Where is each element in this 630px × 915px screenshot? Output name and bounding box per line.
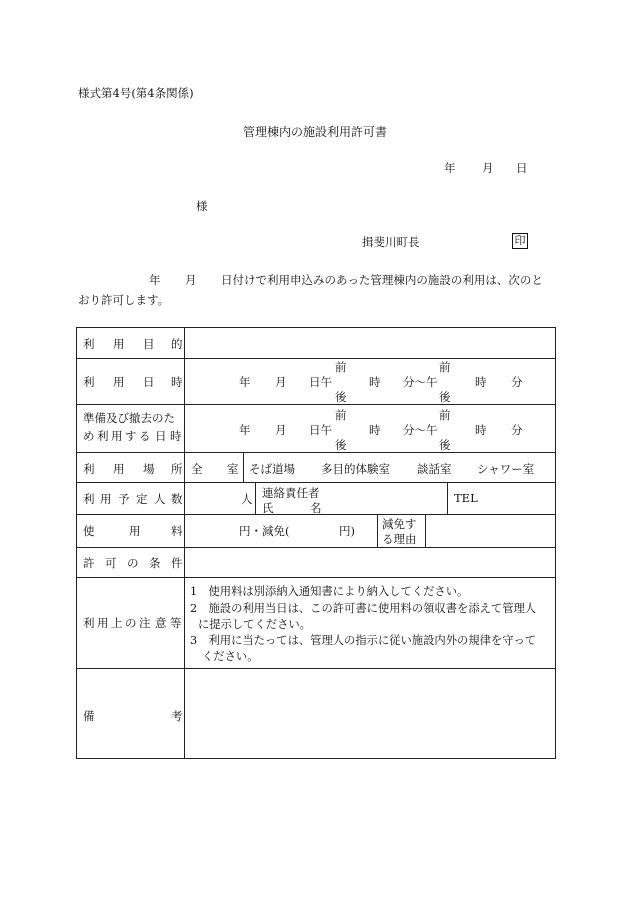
time-year: 年 bbox=[239, 375, 251, 389]
label-char: め bbox=[83, 429, 95, 443]
label-char: 定 bbox=[136, 492, 148, 506]
label-char: 目 bbox=[143, 337, 155, 351]
note-3-cont: ください。 bbox=[202, 650, 259, 663]
cell-divider bbox=[377, 514, 378, 547]
label-char: 用 bbox=[129, 524, 141, 538]
label-char: 予 bbox=[118, 492, 130, 506]
label-char: 用 bbox=[113, 462, 125, 476]
contact-person-label: 連絡責任者 bbox=[262, 486, 320, 500]
place-lounge: 談話室 bbox=[417, 462, 452, 476]
note-2: 2 施設の利用当日は、この許可書に使用料の領収書を添えて管理人 bbox=[190, 602, 537, 615]
cell-divider bbox=[243, 452, 244, 482]
label-char: 利 bbox=[83, 375, 95, 389]
time-month: 月 bbox=[275, 375, 287, 389]
place-all-room: 室 bbox=[227, 462, 239, 476]
document-title: 管理棟内の施設利用許可書 bbox=[242, 125, 387, 139]
permit-table bbox=[76, 327, 556, 759]
label-char: 考 bbox=[171, 709, 183, 723]
people-unit: 人 bbox=[241, 492, 253, 506]
time-minute-to: 分〜午 bbox=[403, 375, 438, 389]
issuer-name: 揖斐川町長 bbox=[362, 235, 420, 249]
time-hour-2: 時 bbox=[475, 423, 487, 437]
label-char: 等 bbox=[170, 616, 182, 630]
label-char: 利 bbox=[83, 616, 95, 630]
intro-month: 月 bbox=[185, 273, 197, 287]
tel-label: TEL bbox=[454, 491, 478, 505]
note-2-cont: に提示してください。 bbox=[198, 618, 311, 631]
label-char: 数 bbox=[171, 492, 183, 506]
label-char: 許 bbox=[83, 556, 95, 570]
fee-yen-close: 円) bbox=[339, 524, 355, 538]
date-month: 月 bbox=[482, 161, 494, 175]
label-char: 条 bbox=[149, 556, 161, 570]
label-char: 用 bbox=[100, 492, 112, 506]
exemption-reason-line1: 減免す bbox=[382, 517, 417, 531]
row-divider bbox=[77, 404, 555, 405]
date-year: 年 bbox=[444, 161, 456, 175]
label-char: 注 bbox=[139, 616, 151, 630]
label-char: る bbox=[139, 429, 151, 443]
am-marker: 前 bbox=[439, 408, 451, 422]
time-hour: 時 bbox=[369, 375, 381, 389]
label-char: 使 bbox=[83, 524, 95, 538]
fee-yen-exemption: 円・減免( bbox=[239, 524, 290, 538]
place-multipurpose: 多目的体験室 bbox=[321, 462, 390, 476]
label-char: 利 bbox=[83, 337, 95, 351]
cell-divider bbox=[447, 482, 448, 514]
place-shower: シャワー室 bbox=[477, 462, 535, 476]
label-char: の bbox=[125, 616, 137, 630]
time-year: 年 bbox=[239, 423, 251, 437]
label-char: 用 bbox=[113, 337, 125, 351]
label-char: 時 bbox=[171, 375, 183, 389]
label-char: 時 bbox=[170, 429, 182, 443]
label-char: 上 bbox=[111, 616, 123, 630]
time-minute-2: 分 bbox=[511, 423, 523, 437]
am-marker: 前 bbox=[335, 408, 347, 422]
label-text: 準備及び撤去のた bbox=[83, 411, 175, 425]
time-hour: 時 bbox=[369, 423, 381, 437]
time-day-noon: 日午 bbox=[309, 423, 332, 437]
row-divider bbox=[77, 358, 555, 359]
am-marker: 前 bbox=[439, 360, 451, 374]
cell-divider bbox=[425, 514, 426, 547]
pm-marker: 後 bbox=[439, 438, 451, 452]
label-char: 料 bbox=[171, 524, 183, 538]
label-char: 日 bbox=[143, 375, 155, 389]
note-3: 3 利用に当たっては、管理人の指示に従い施設内外の規律を守って bbox=[190, 634, 537, 647]
label-char: す bbox=[125, 429, 137, 443]
intro-text-1: 日付けで利用申込みのあった管理棟内の施設の利用は、次のと bbox=[221, 273, 543, 287]
exemption-reason-line2: る理由 bbox=[382, 532, 417, 546]
form-id: 様式第4号(第4条関係) bbox=[78, 86, 194, 100]
time-day-noon: 日午 bbox=[309, 375, 332, 389]
label-char: 所 bbox=[171, 462, 183, 476]
row-divider bbox=[77, 482, 555, 483]
contact-name: 名 bbox=[310, 501, 322, 515]
pm-marker: 後 bbox=[335, 438, 347, 452]
time-minute-to: 分〜午 bbox=[403, 423, 438, 437]
column-divider bbox=[184, 328, 185, 758]
label-char: 日 bbox=[155, 429, 167, 443]
time-month: 月 bbox=[275, 423, 287, 437]
seal-mark: 印 bbox=[512, 233, 528, 249]
pm-marker: 後 bbox=[439, 390, 451, 404]
label-char: 的 bbox=[171, 337, 183, 351]
addressee-suffix: 様 bbox=[196, 199, 208, 213]
pm-marker: 後 bbox=[335, 390, 347, 404]
label-char: 可 bbox=[105, 556, 117, 570]
label-char: 備 bbox=[83, 709, 95, 723]
place-soba-dojo: そば道場 bbox=[249, 462, 295, 476]
am-marker: 前 bbox=[335, 360, 347, 374]
time-minute-2: 分 bbox=[511, 375, 523, 389]
label-char: 場 bbox=[143, 462, 155, 476]
row-divider bbox=[77, 452, 555, 453]
intro-year: 年 bbox=[149, 273, 161, 287]
note-1: 1 使用料は別添納入通知書により納入してください。 bbox=[190, 585, 469, 598]
label-char: 意 bbox=[155, 616, 167, 630]
label-char: 利 bbox=[83, 492, 95, 506]
label-char: の bbox=[127, 556, 139, 570]
date-day: 日 bbox=[516, 161, 528, 175]
label-char: 用 bbox=[97, 616, 109, 630]
label-char: 利 bbox=[97, 429, 109, 443]
row-divider bbox=[77, 547, 555, 548]
label-char: 件 bbox=[171, 556, 183, 570]
label-char: 利 bbox=[83, 462, 95, 476]
label-char: 用 bbox=[111, 429, 123, 443]
place-all: 全 bbox=[191, 462, 203, 476]
row-divider bbox=[77, 577, 555, 578]
intro-line-2: おり許可します。 bbox=[78, 293, 170, 307]
cell-divider bbox=[255, 482, 256, 514]
label-char: 用 bbox=[113, 375, 125, 389]
label-char: 人 bbox=[154, 492, 166, 506]
row-divider bbox=[77, 668, 555, 669]
contact-shi: 氏 bbox=[262, 501, 274, 515]
time-hour-2: 時 bbox=[475, 375, 487, 389]
